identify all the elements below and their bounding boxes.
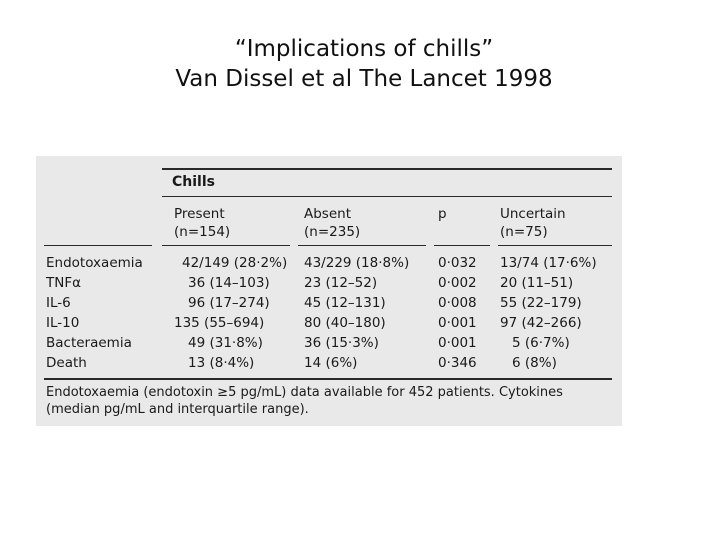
cell-p: 0·001 (438, 315, 477, 331)
cell-present: 42/149 (28·2%) (182, 255, 288, 271)
cell-p: 0·001 (438, 335, 477, 351)
cell-p: 0·032 (438, 255, 477, 271)
cell-absent: 23 (12–52) (304, 275, 378, 291)
cell-absent: 14 (6%) (304, 355, 358, 371)
cell-p: 0·008 (438, 295, 477, 311)
header-underline-present (162, 245, 290, 246)
cell-uncertain: 97 (42–266) (500, 315, 582, 331)
cell-absent: 36 (15·3%) (304, 335, 379, 351)
cell-present: 36 (14–103) (188, 275, 270, 291)
slide-title-line-1: “Implications of chills” (234, 36, 494, 62)
cell-present: 49 (31·8%) (188, 335, 263, 351)
col-header-present-n: (n=154) (174, 224, 231, 240)
row-label: Death (46, 355, 87, 371)
cell-p: 0·002 (438, 275, 477, 291)
col-header-uncertain: Uncertain (500, 206, 566, 222)
cell-p: 0·346 (438, 355, 477, 371)
row-label: IL-6 (46, 295, 71, 311)
cell-absent: 45 (12–131) (304, 295, 386, 311)
row-label: Bacteraemia (46, 335, 132, 351)
group-rule (162, 196, 612, 197)
cell-uncertain: 20 (11–51) (500, 275, 574, 291)
header-underline-uncertain (498, 245, 612, 246)
group-header-chills: Chills (172, 174, 215, 190)
header-underline-absent (298, 245, 426, 246)
cell-uncertain: 13/74 (17·6%) (500, 255, 597, 271)
slide-title-line-2: Van Dissel et al The Lancet 1998 (175, 66, 553, 92)
row-label: TNFα (46, 275, 82, 291)
col-header-absent-n: (n=235) (304, 224, 361, 240)
bottom-rule (44, 378, 612, 380)
col-header-p: p (438, 206, 447, 222)
row-label: Endotoxaemia (46, 255, 143, 271)
cell-absent: 43/229 (18·8%) (304, 255, 410, 271)
top-rule (162, 168, 612, 170)
col-header-present: Present (174, 206, 225, 222)
header-underline-label (44, 245, 152, 246)
cell-present: 13 (8·4%) (188, 355, 255, 371)
cell-absent: 80 (40–180) (304, 315, 386, 331)
col-header-uncertain-n: (n=75) (500, 224, 548, 240)
footnote-line-1: Endotoxaemia (endotoxin ≥5 pg/mL) data available for 452 patients. Cytokines (46, 385, 563, 400)
cell-uncertain: 6 (8%) (512, 355, 557, 371)
cell-present: 135 (55–694) (174, 315, 265, 331)
slide-title (0, 34, 728, 94)
header-underline-p (434, 245, 490, 246)
cell-uncertain: 55 (22–179) (500, 295, 582, 311)
col-header-absent: Absent (304, 206, 351, 222)
cell-present: 96 (17–274) (188, 295, 270, 311)
footnote-line-2: (median pg/mL and interquartile range). (46, 402, 309, 417)
table-image (36, 156, 622, 426)
cell-uncertain: 5 (6·7%) (512, 335, 570, 351)
row-label: IL-10 (46, 315, 80, 331)
